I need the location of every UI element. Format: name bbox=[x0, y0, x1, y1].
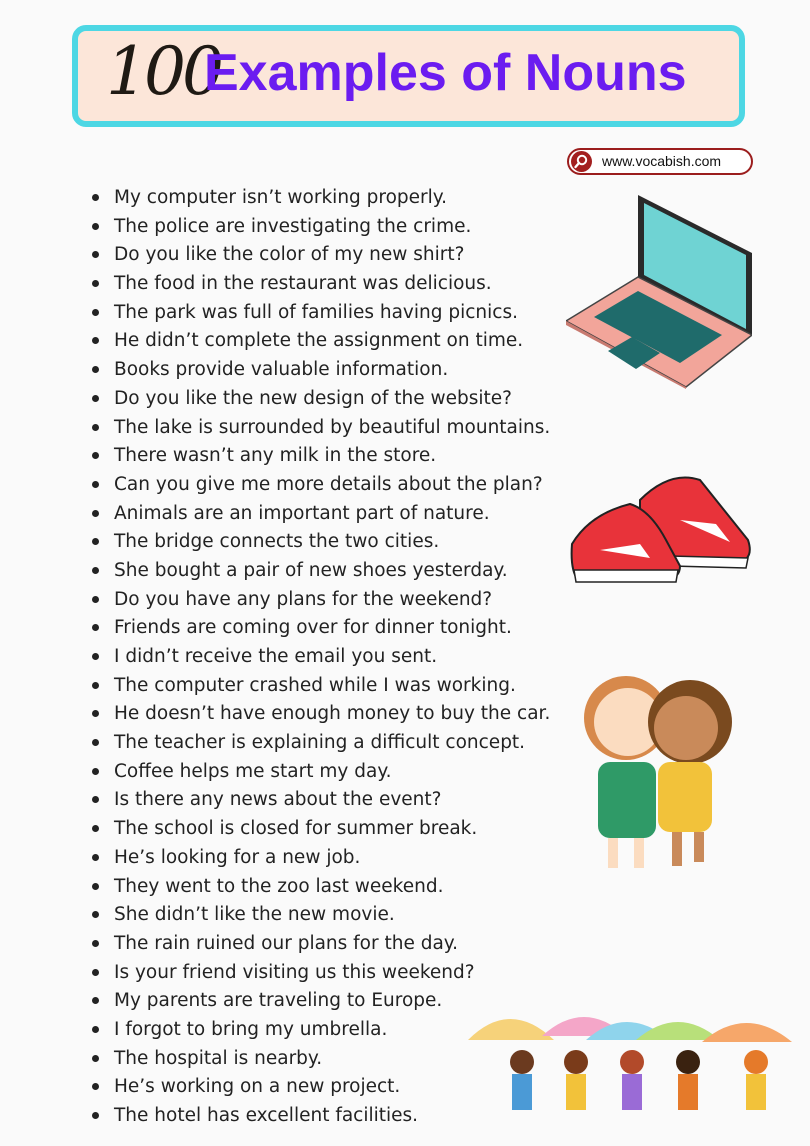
bullet-icon bbox=[92, 538, 99, 545]
sentence-text: Coffee helps me start my day. bbox=[114, 760, 392, 782]
bullet-icon bbox=[92, 1026, 99, 1033]
bullet-icon bbox=[92, 481, 99, 488]
bullet-icon bbox=[92, 710, 99, 717]
sentence-text: Do you like the color of my new shirt? bbox=[114, 244, 465, 266]
sentence-item bbox=[90, 270, 570, 299]
sentence-text: The hospital is nearby. bbox=[114, 1047, 323, 1069]
bullet-icon bbox=[92, 309, 99, 316]
bullet-icon bbox=[92, 768, 99, 775]
sentence-item bbox=[90, 299, 570, 328]
bullet-icon bbox=[92, 280, 99, 287]
sentence-text: The rain ruined our plans for the day. bbox=[114, 932, 459, 954]
bullet-icon bbox=[92, 969, 99, 976]
bullet-icon bbox=[92, 796, 99, 803]
bullet-icon bbox=[92, 624, 99, 631]
sentence-item bbox=[90, 873, 570, 902]
bullet-icon bbox=[92, 424, 99, 431]
sentence-item bbox=[90, 844, 570, 873]
sentence-item bbox=[90, 184, 570, 213]
sentence-text: Books provide valuable information. bbox=[114, 359, 449, 381]
bullet-icon bbox=[92, 997, 99, 1004]
bullet-icon bbox=[92, 1112, 99, 1119]
sentence-item bbox=[90, 241, 570, 270]
sentence-text: The teacher is explaining a difficult concept. bbox=[114, 732, 526, 754]
bullet-icon bbox=[92, 366, 99, 373]
sentence-item bbox=[90, 356, 570, 385]
sentence-text: There wasn’t any milk in the store. bbox=[114, 445, 437, 467]
sentence-text: Is there any news about the event? bbox=[114, 789, 442, 811]
sentence-text: He’s looking for a new job. bbox=[114, 846, 361, 868]
sentence-text: Can you give me more details about the plan? bbox=[114, 473, 543, 495]
bullet-icon bbox=[92, 567, 99, 574]
sentence-text: I forgot to bring my umbrella. bbox=[114, 1018, 388, 1040]
sentence-text: He didn’t complete the assignment on time. bbox=[114, 330, 524, 352]
sentence-text: My parents are traveling to Europe. bbox=[114, 990, 443, 1012]
sentence-item bbox=[90, 442, 570, 471]
sentence-text: The bridge connects the two cities. bbox=[114, 531, 440, 553]
sentence-item bbox=[90, 959, 570, 988]
sentence-item bbox=[90, 729, 570, 758]
sentence-text: Is your friend visiting us this weekend? bbox=[114, 961, 475, 983]
bullet-icon bbox=[92, 1055, 99, 1062]
sentence-text: The lake is surrounded by beautiful mountains. bbox=[114, 416, 551, 438]
sentence-item bbox=[90, 213, 570, 242]
sentence-item bbox=[90, 901, 570, 930]
title-number: 100 bbox=[106, 33, 220, 110]
sentence-text: The food in the restaurant was delicious. bbox=[114, 273, 492, 295]
sentence-item bbox=[90, 327, 570, 356]
title-banner bbox=[72, 25, 745, 127]
bullet-icon bbox=[92, 940, 99, 947]
bullet-icon bbox=[92, 510, 99, 517]
sentence-text: The school is closed for summer break. bbox=[114, 818, 478, 840]
sentence-text: He’s working on a new project. bbox=[114, 1076, 401, 1098]
sentence-item bbox=[90, 672, 570, 701]
website-url[interactable]: www.vocabish.com bbox=[602, 153, 722, 169]
sentence-item bbox=[90, 385, 570, 414]
sentence-item bbox=[90, 786, 570, 815]
sentence-text: Do you have any plans for the weekend? bbox=[114, 588, 493, 610]
search-icon bbox=[571, 151, 592, 172]
hugging-kids-illustration bbox=[568, 662, 744, 880]
sentence-text: The park was full of families having picnics. bbox=[114, 301, 518, 323]
sentence-text: He doesn’t have enough money to buy the car. bbox=[114, 703, 551, 725]
bullet-icon bbox=[92, 854, 99, 861]
bullet-icon bbox=[92, 452, 99, 459]
sentence-item bbox=[90, 528, 570, 557]
sentence-item bbox=[90, 414, 570, 443]
sentence-item bbox=[90, 930, 570, 959]
bullet-icon bbox=[92, 251, 99, 258]
sentence-text: The computer crashed while I was working. bbox=[114, 674, 516, 696]
sneakers-illustration bbox=[570, 470, 754, 586]
bullet-icon bbox=[92, 194, 99, 201]
sentence-item bbox=[90, 500, 570, 529]
bullet-icon bbox=[92, 223, 99, 230]
sentence-text: Friends are coming over for dinner tonight. bbox=[114, 617, 512, 639]
bullet-icon bbox=[92, 911, 99, 918]
kids-with-umbrellas-illustration bbox=[466, 1000, 796, 1140]
bullet-icon bbox=[92, 1083, 99, 1090]
sentence-text: I didn’t receive the email you sent. bbox=[114, 646, 438, 667]
sentence-text: Animals are an important part of nature. bbox=[114, 502, 490, 524]
sentence-list bbox=[90, 184, 570, 1131]
sentence-text: Do you like the new design of the website? bbox=[114, 387, 512, 409]
sentence-item bbox=[90, 586, 570, 615]
sentence-text: The police are investigating the crime. bbox=[114, 215, 472, 237]
sentence-item bbox=[90, 758, 570, 787]
bullet-icon bbox=[92, 682, 99, 689]
sentence-text: She didn’t like the new movie. bbox=[114, 904, 395, 926]
bullet-icon bbox=[92, 825, 99, 832]
page-title: Examples of Nouns bbox=[204, 44, 687, 102]
sentence-text: They went to the zoo last weekend. bbox=[114, 875, 444, 897]
sentence-item bbox=[90, 557, 570, 586]
bullet-icon bbox=[92, 653, 99, 660]
bullet-icon bbox=[92, 596, 99, 603]
sentence-text: My computer isn’t working properly. bbox=[114, 187, 447, 208]
laptop-illustration bbox=[566, 193, 752, 389]
bullet-icon bbox=[92, 883, 99, 890]
sentence-item bbox=[90, 815, 570, 844]
sentence-text: She bought a pair of new shoes yesterday. bbox=[114, 559, 508, 581]
sentence-item bbox=[90, 471, 570, 500]
bullet-icon bbox=[92, 395, 99, 402]
sentence-text: The hotel has excellent facilities. bbox=[114, 1105, 419, 1126]
sentence-item bbox=[90, 643, 570, 672]
bullet-icon bbox=[92, 337, 99, 344]
website-badge[interactable] bbox=[567, 148, 753, 175]
sentence-item bbox=[90, 614, 570, 643]
sentence-item bbox=[90, 700, 570, 729]
bullet-icon bbox=[92, 739, 99, 746]
